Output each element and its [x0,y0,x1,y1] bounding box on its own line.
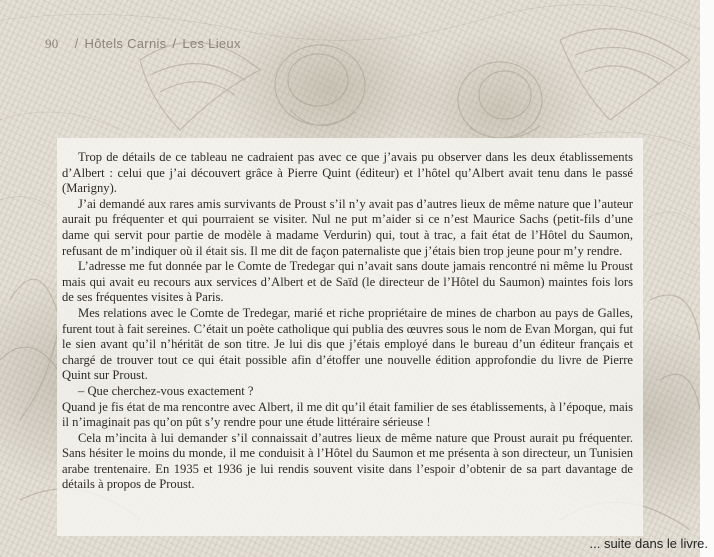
paragraph: Mes relations avec le Comte de Tredegar, marié et riche propriétaire de mines de charbon au pays de Galles, furent tout à fait sereines. C’était un poète catholique qui publia des œuvres sous le nom de Evan Morgan, qui fut le sien avant qu’il n’hérität de son titre. Je lui dis que j’étais employé dans le bureau d’un éditeur français et chargé de trouver tout ce qui était possible afin d’étoffer une nouvelle édition approfondie du livre de Pierre Quint sur Proust. [62,305,633,383]
body-text [62,150,633,493]
paragraph: Cela m’incita à lui demander s’il connaissait d’autres lieux de même nature que Proust aurait pu fréquenter. Sans hésiter le moins du monde, il me conduisit à l’Hôtel du Saumon et me présenta à son directeur, un Tunisien arabe trentenaire. En 1935 et 1936 je lui rendis souvent visite dans l’espoir d’obtenir de sa part davantage de détails à propos de Proust. [62,430,633,492]
paragraph: Quand je fis état de ma rencontre avec Albert, il me dit qu’il était familier de ses établissements, à l’époque, mais il n’imaginait pas qu’on pût s’y rendre pour une étude littéraire sérieuse ! [62,399,633,430]
section-title: Les Lieux [182,36,241,51]
page-number: 90 [45,36,59,51]
dialogue-line: – Que cherchez-vous exactement ? [78,383,254,398]
paragraph: J’ai demandé aux rares amis survivants de Proust s’il n’y avait pas d’autres lieux de même nature que l’auteur aurait pu fréquenter et qui pourraient se visiter. Nul ne put m’aider si ce n’est Maurice Sachs (petit-fils d’une dame qui servit pour partie de modèle à madame Verdurin) qui, tout à trac, a fait état de l’Hôtel du Saumon, refusant de m’indiquer où il était sis. Il me dit de façon paternaliste que j’étais bien trop jeune pour m’y rendre. [62,196,633,258]
running-header [45,36,241,52]
book-title: Hôtels Carnis [84,36,167,51]
paragraph: L’adresse me fut donnée par le Comte de Tredegar qui n’avait sans doute jamais rencontré ni même lu Proust mais qui avait eu recours aux services d’Albert et de Saïd (le directeur de l’Hôtel du Saumon) maintes fois lors de ses fréquentes visites à Paris. [62,259,633,305]
header-separator: / [74,36,79,51]
read-more-link[interactable]: ... suite dans le livre. [589,536,708,551]
header-separator: / [172,36,177,51]
paragraph: Trop de détails de ce tableau ne cadraient pas avec ce que j’avais pu observer dans les deux établissements d’Albert : celui que j’ai découvert grâce à Pierre Quint (éditeur) et l’hôtel qu’Albert avait tenu dans le passé (Marigny). [62,150,633,196]
